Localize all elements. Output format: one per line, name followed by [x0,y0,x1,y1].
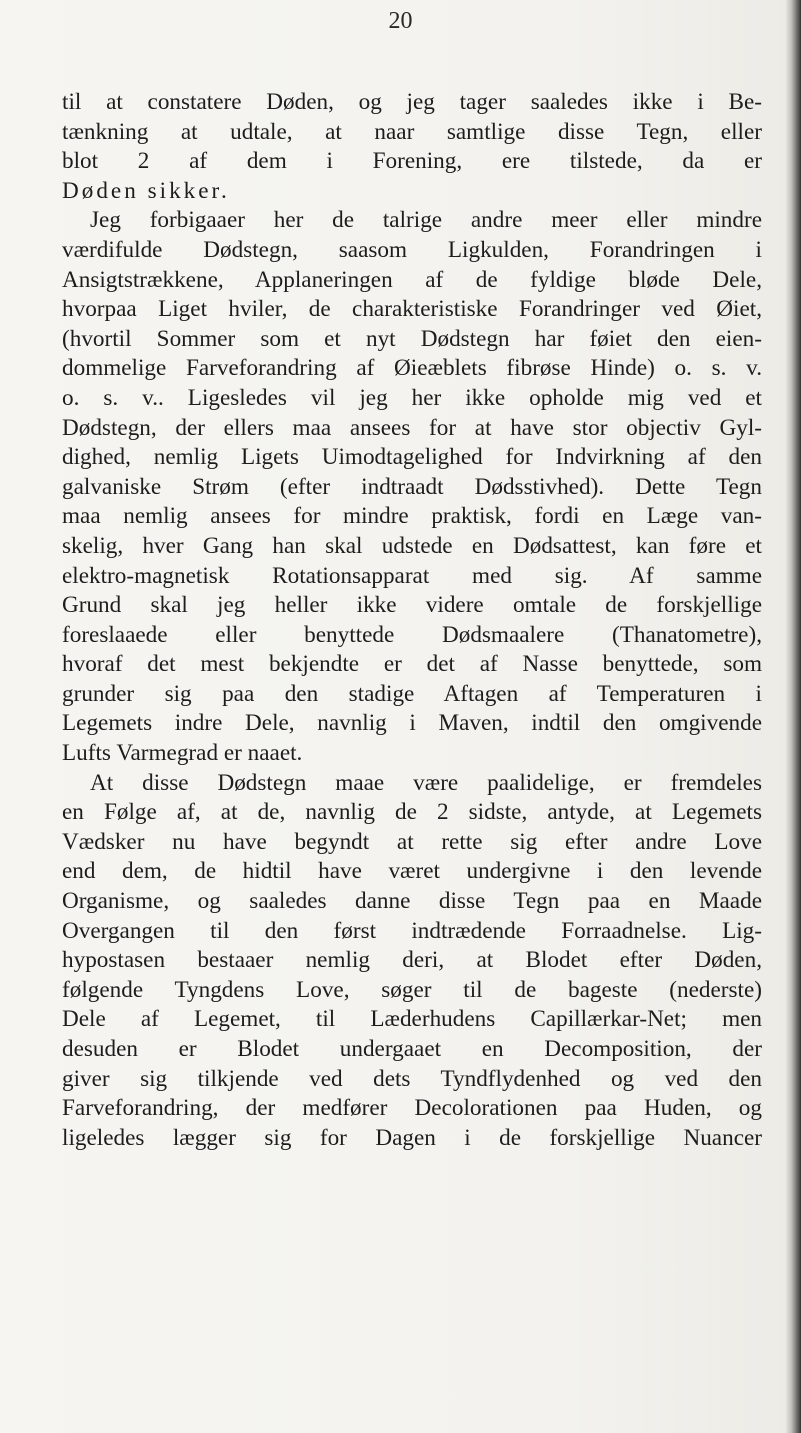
text-line: Dødstegn, der ellers maa ansees for at have stor objectiv Gyl- [62,414,762,441]
text-line: foreslaaede eller benyttede Dødsmaalere (Thanatometre), [62,621,762,648]
text-line: blot 2 af dem i Forening, ere tilstede, da er [62,148,762,175]
text-line: ligeledes lægger sig for Dagen i de forskjellige Nuancer [62,1124,762,1151]
body-text [62,88,762,1153]
text-line: o. s. v.. Ligesledes vil jeg her ikke opholde mig ved et [62,384,762,411]
text-line: grunder sig paa den stadige Aftagen af Temperaturen i [62,680,762,707]
page-edge-shadow [785,0,801,1433]
text-line: Jeg forbigaaer her de talrige andre meer eller mindre [90,207,762,234]
text-line: dighed, nemlig Ligets Uimodtagelighed for Indvirkning af den [62,444,762,471]
page-number: 20 [388,8,413,34]
text-line: til at constatere Døden, og jeg tager saaledes ikke i Be- [62,89,762,115]
text-line: maa nemlig ansees for mindre praktisk, fordi en Læge van- [62,503,762,530]
text-line: en Følge af, at de, navnlig de 2 sidste, antyde, at Legemets [62,799,762,826]
text-line: Vædsker nu have begyndt at rette sig efter andre Love [62,828,762,855]
text-line: hvoraf det mest bekjendte er det af Nasse benyttede, som [62,651,762,678]
text-line: Legemets indre Dele, navnlig i Maven, indtil den omgivende [62,710,762,737]
text-line: skelig, hver Gang han skal udstede en Dødsattest, kan føre et [62,532,762,559]
text-line: end dem, de hidtil have været undergivne i den levende [62,858,762,885]
text-line: Overgangen til den først indtrædende Forraadnelse. Lig- [62,917,762,944]
text-line: (hvortil Sommer som et nyt Dødstegn har føiet den eien- [62,325,762,352]
text-line: Lufts Varmegrad er naaet. [62,740,303,767]
text-line: hvorpaa Liget hviler, de charakteristiske Forandringer ved Øiet, [62,296,762,323]
text-line: Dele af Legemet, til Læderhudens Capillærkar-Net; men [62,1006,762,1033]
text-line: Døden sikker. [62,177,230,204]
text-line: elektro-magnetisk Rotationsapparat med sig. Af samme [62,562,762,589]
text-line: giver sig tilkjende ved dets Tyndflydenhed og ved den [62,1065,762,1092]
text-line: desuden er Blodet undergaaet en Decomposition, der [62,1036,762,1062]
text-line: Ansigtstrækkene, Applaneringen af de fyldige bløde Dele, [62,266,762,293]
text-line: dommelige Farveforandring af Øieæblets fibrøse Hinde) o. s. v. [62,355,762,382]
text-line: værdifulde Dødstegn, saasom Ligkulden, Forandringen i [62,236,762,263]
text-line: følgende Tyngdens Love, søger til de bageste (nederste) [62,976,762,1003]
text-line: Farveforandring, der medfører Decolorationen paa Huden, og [62,1095,762,1122]
text-line: Organisme, og saaledes danne disse Tegn paa en Maade [62,888,762,915]
text-line: Grund skal jeg heller ikke videre omtale de forskjellige [62,592,762,619]
text-line: galvaniske Strøm (efter indtraadt Dødsstivhed). Dette Tegn [62,473,762,500]
text-line: tænkning at udtale, at naar samtlige disse Tegn, eller [62,118,762,145]
text-line: hypostasen bestaaer nemlig deri, at Blodet efter Døden, [62,947,762,974]
text-line: At disse Dødstegn maae være paalidelige, er fremdeles [90,769,762,796]
